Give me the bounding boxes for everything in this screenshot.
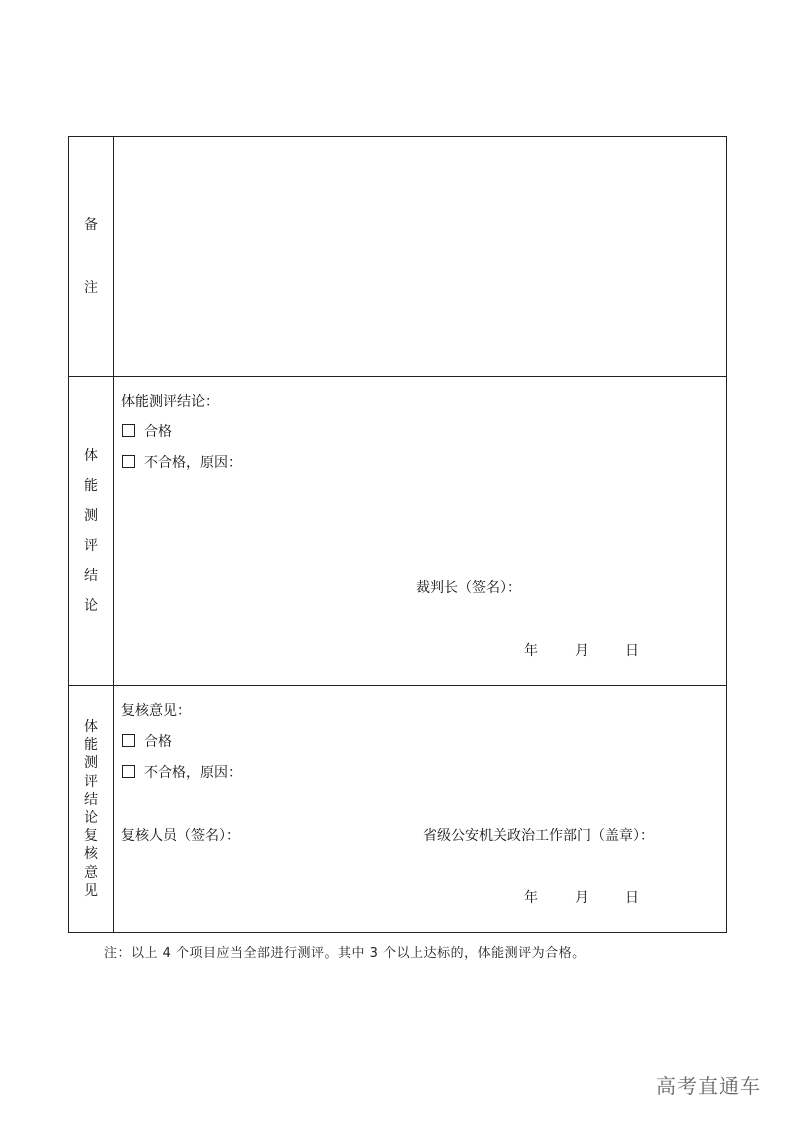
review-pass-option[interactable]: 合格 [122,733,172,751]
date-month-label: 月 [575,890,589,906]
fail-checkbox[interactable] [122,455,135,468]
dept-seal-label: 省级公安机关政治工作部门（盖章）： [423,828,654,844]
watermark: 高考直通车 [656,1074,761,1098]
pass-checkbox[interactable] [122,424,135,437]
date-year-label: 年 [524,890,538,906]
review-heading: 复核意见： [121,703,191,719]
review-content [114,686,727,933]
conclusion-label: 体 能 测 评 结 论 [69,377,114,686]
footnote: 注：以上 4 个项目应当全部进行测评。其中 3 个以上达标的，体能测评为合格。 [104,946,586,961]
remark-row [69,137,727,377]
conclusion-row [69,377,727,686]
date-day-label: 日 [625,643,639,659]
assessment-form-table [68,136,727,933]
conclusion-pass-option[interactable]: 合格 [122,423,172,441]
pass-checkbox[interactable] [122,734,135,747]
date-year-label: 年 [524,643,538,659]
reviewer-signature-label: 复核人员（签名）： [121,828,240,844]
conclusion-heading: 体能测评结论： [121,394,219,410]
review-label: 体 能 测 评 结 论 复 核 意 见 [69,686,114,933]
remark-content-area[interactable] [114,137,727,377]
conclusion-fail-option[interactable]: 不合格，原因： [122,454,242,472]
review-row [69,686,727,933]
fail-checkbox[interactable] [122,765,135,778]
review-fail-option[interactable]: 不合格，原因： [122,764,242,782]
date-month-label: 月 [575,643,589,659]
conclusion-content [114,377,727,686]
date-day-label: 日 [625,890,639,906]
remark-label: 备 注 [69,137,114,377]
judge-signature-label: 裁判长（签名）： [416,580,521,596]
